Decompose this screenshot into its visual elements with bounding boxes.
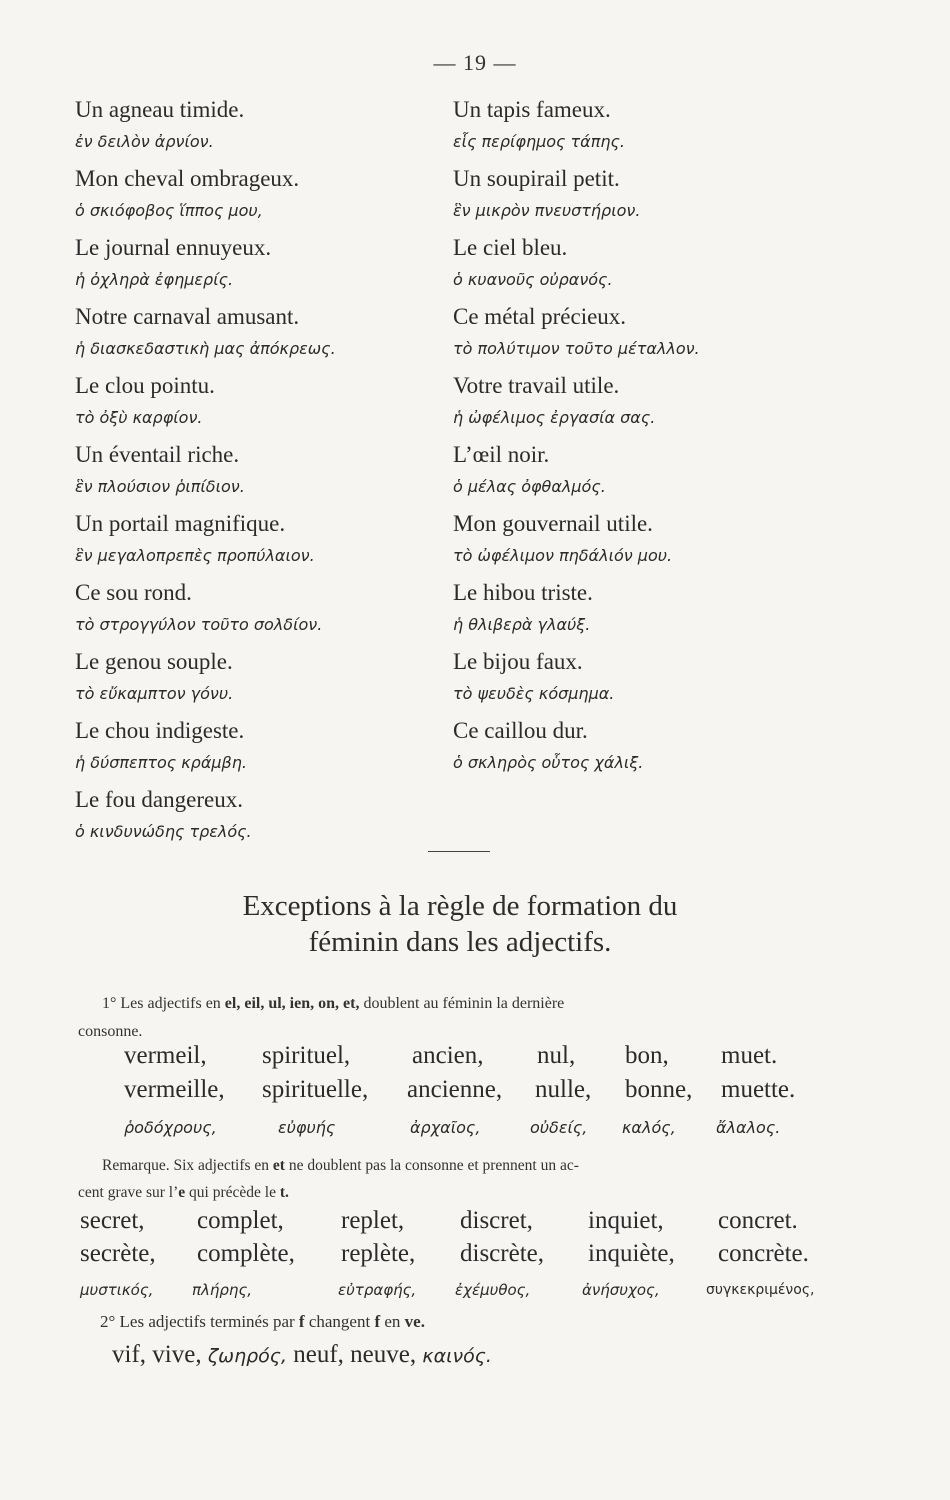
section-heading-line-2: féminin dans les adjectifs. (308, 926, 612, 958)
greek-phrase: ὁ κινδυνώδης τρελός. (75, 822, 252, 841)
feminine-form: spirituelle, (262, 1076, 369, 1103)
greek-form: ἀρχαῖος, (410, 1118, 481, 1137)
vocab-pair (75, 783, 435, 852)
left-vocab-column (75, 93, 435, 852)
feminine-form: secrète, (80, 1240, 156, 1267)
greek-phrase: ὁ κυανοῦς οὐρανός. (453, 270, 613, 289)
greek-phrase: τὸ στρογγύλον τοῦτο σολδίον. (75, 615, 323, 634)
greek-form: ἐχέμυθος, (455, 1281, 531, 1299)
masculine-form: replet, (341, 1207, 405, 1234)
masculine-form: ancien, (412, 1042, 484, 1069)
feminine-form: concrète. (718, 1240, 809, 1267)
feminine-form: replète, (341, 1240, 416, 1267)
french-phrase: Votre travail utile. (453, 373, 620, 398)
french-forms: neuf, neuve, (293, 1341, 417, 1368)
rule-2-line (100, 1308, 425, 1336)
greek-form: ῥοδόχρους, (124, 1118, 217, 1137)
vocab-pair (75, 507, 435, 576)
greek-phrase: εἷς περίφημος τάπης. (453, 132, 625, 151)
feminine-form: muette. (721, 1076, 796, 1103)
vocab-pair (453, 438, 873, 507)
french-phrase: Ce métal précieux. (453, 304, 627, 329)
greek-form: εὐτραφής, (338, 1281, 417, 1299)
remark-line-2 (78, 1179, 848, 1206)
vocab-pair (453, 369, 873, 438)
french-phrase: L’œil noir. (453, 442, 550, 467)
masculine-form: secret, (80, 1207, 145, 1234)
french-phrase: Mon cheval ombrageux. (75, 166, 300, 191)
greek-phrase: τὸ ὀξὺ καρφίον. (75, 408, 203, 427)
feminine-form: discrète, (460, 1240, 544, 1267)
rule-2-letter-f: f (374, 1312, 381, 1331)
greek-phrase: τὸ πολύτιμον τοῦτο μέταλλον. (453, 339, 700, 358)
greek-form: οὐδείς, (530, 1118, 588, 1137)
page-number: — 19 — (433, 50, 517, 75)
greek-phrase: τὸ ὠφέλιμον πηδάλιόν μου. (453, 546, 673, 565)
greek-form: συγκεκριμένος, (706, 1282, 815, 1298)
greek-phrase: ὁ μέλας ὀφθαλμός. (453, 477, 606, 496)
french-forms: vif, vive, (112, 1341, 202, 1368)
masculine-form: vermeil, (124, 1042, 207, 1069)
remark-text: cent grave sur l’ (78, 1184, 179, 1201)
greek-phrase: ἓν πλούσιον ῥιπίδιον. (75, 477, 245, 496)
vocab-pair (75, 93, 435, 162)
greek-form: πλήρης, (192, 1281, 253, 1299)
vocab-pair (453, 162, 873, 231)
greek-form: καινός. (422, 1345, 492, 1367)
vocab-pair (75, 369, 435, 438)
greek-form: μυστικός, (80, 1281, 154, 1299)
remark-text: Six adjectifs en (173, 1157, 270, 1174)
section-heading-line-1: Exceptions à la règle de formation du (242, 890, 678, 922)
french-phrase: Notre carnaval amusant. (75, 304, 300, 329)
remark-paragraph (78, 1152, 848, 1206)
masculine-form: inquiet, (588, 1207, 664, 1234)
rule-2-letter-f: f (298, 1312, 305, 1331)
french-phrase: Un portail magnifique. (75, 511, 286, 536)
vocab-pair (75, 576, 435, 645)
greek-form: ἀνήσυχος, (582, 1281, 660, 1299)
greek-phrase: ἓν μικρὸν πνευστήριον. (453, 201, 641, 220)
french-phrase: Mon gouvernail utile. (453, 511, 653, 536)
remark-letter-e: e (178, 1184, 186, 1201)
french-phrase: Un tapis fameux. (453, 97, 611, 122)
greek-phrase: τὸ εὔκαμπτον γόνυ. (75, 684, 234, 703)
masculine-form: bon, (625, 1042, 669, 1069)
french-phrase: Le clou pointu. (75, 373, 215, 398)
vocab-pair (75, 645, 435, 714)
greek-phrase: ὁ σκληρὸς οὗτος χάλιξ. (453, 753, 644, 772)
greek-phrase: ὁ σκιόφοβος ἵππος μου, (75, 201, 263, 220)
rule-2-ending-ve: ve. (404, 1312, 425, 1331)
feminine-form: inquiète, (588, 1240, 675, 1267)
greek-phrase: τὸ ψευδὲς κόσμημα. (453, 684, 615, 703)
masculine-form: complet, (197, 1207, 284, 1234)
vocab-pair (453, 714, 873, 783)
masculine-form: concret. (718, 1207, 798, 1234)
rule-1-line-1 (78, 990, 848, 1018)
remark-letter-t: t. (279, 1184, 289, 1201)
greek-phrase: ἡ ὠφέλιμος ἐργασία σας. (453, 408, 656, 427)
feminine-form: complète, (197, 1240, 295, 1267)
vocab-pair (75, 714, 435, 783)
greek-phrase: ἡ δύσπεπτος κράμβη. (75, 753, 247, 772)
french-phrase: Le bijou faux. (453, 649, 583, 674)
rule-1-paragraph (78, 990, 848, 1046)
greek-form: ζωηρός, (207, 1345, 287, 1367)
greek-phrase: ἡ θλιβερὰ γλαύξ. (453, 615, 591, 634)
french-phrase: Un éventail riche. (75, 442, 240, 467)
feminine-form: bonne, (625, 1076, 693, 1103)
remark-text: qui précède le (189, 1184, 276, 1201)
masculine-form: discret, (460, 1207, 533, 1234)
rule-1-intro: 1° Les adjectifs en (102, 995, 221, 1012)
feminine-form: nulle, (535, 1076, 592, 1103)
masculine-form: spirituel, (262, 1042, 351, 1069)
greek-phrase: ἡ διασκεδαστικὴ μας ἀπόκρεως. (75, 339, 336, 358)
greek-form: ἄλαλος. (716, 1118, 781, 1137)
vocab-pair (453, 93, 873, 162)
vocab-pair (75, 162, 435, 231)
vocab-pair (453, 300, 873, 369)
vocab-pair (453, 576, 873, 645)
french-phrase: Le fou dangereux. (75, 787, 243, 812)
vocab-pair (453, 645, 873, 714)
rule-1-line-2: consonne. (78, 1023, 143, 1040)
vocab-pair (453, 231, 873, 300)
masculine-form: muet. (721, 1042, 778, 1069)
vocab-pair (75, 300, 435, 369)
right-vocab-column (453, 93, 873, 783)
masculine-form: nul, (537, 1042, 576, 1069)
french-phrase: Un agneau timide. (75, 97, 245, 122)
feminine-form: ancienne, (407, 1076, 503, 1103)
feminine-form: vermeille, (124, 1076, 225, 1103)
french-phrase: Ce sou rond. (75, 580, 192, 605)
vocab-pair (75, 231, 435, 300)
rule-2-intro: 2° Les adjectifs terminés par (100, 1312, 295, 1331)
rule-1-endings: el, eil, ul, ien, on, et, (224, 995, 360, 1012)
rule-2-text: en (384, 1312, 401, 1331)
greek-phrase: ἡ ὀχληρὰ ἐφημερίς. (75, 270, 234, 289)
remark-ending: et (272, 1157, 285, 1174)
french-phrase: Le chou indigeste. (75, 718, 245, 743)
remark-line-1 (78, 1152, 848, 1179)
section-divider (428, 851, 490, 852)
greek-form: εὐφυής (278, 1118, 336, 1137)
french-phrase: Ce caillou dur. (453, 718, 588, 743)
remark-text: ne doublent pas la consonne et prennent un ac- (288, 1157, 579, 1174)
greek-phrase: ἐν δειλὸν ἀρνίον. (75, 132, 214, 151)
remark-label: Remarque. (102, 1157, 170, 1174)
greek-phrase: ἓν μεγαλοπρεπὲς προπύλαιον. (75, 546, 315, 565)
french-phrase: Le ciel bleu. (453, 235, 568, 260)
greek-form: καλός, (622, 1118, 676, 1137)
rule-2-example (112, 1338, 492, 1373)
rule-1-text: doublent au féminin la dernière (363, 995, 565, 1012)
rule-2-text: changent (308, 1312, 371, 1331)
vocab-pair (75, 438, 435, 507)
french-phrase: Un soupirail petit. (453, 166, 620, 191)
french-phrase: Le journal ennuyeux. (75, 235, 272, 260)
french-phrase: Le genou souple. (75, 649, 233, 674)
french-phrase: Le hibou triste. (453, 580, 593, 605)
vocab-pair (453, 507, 873, 576)
